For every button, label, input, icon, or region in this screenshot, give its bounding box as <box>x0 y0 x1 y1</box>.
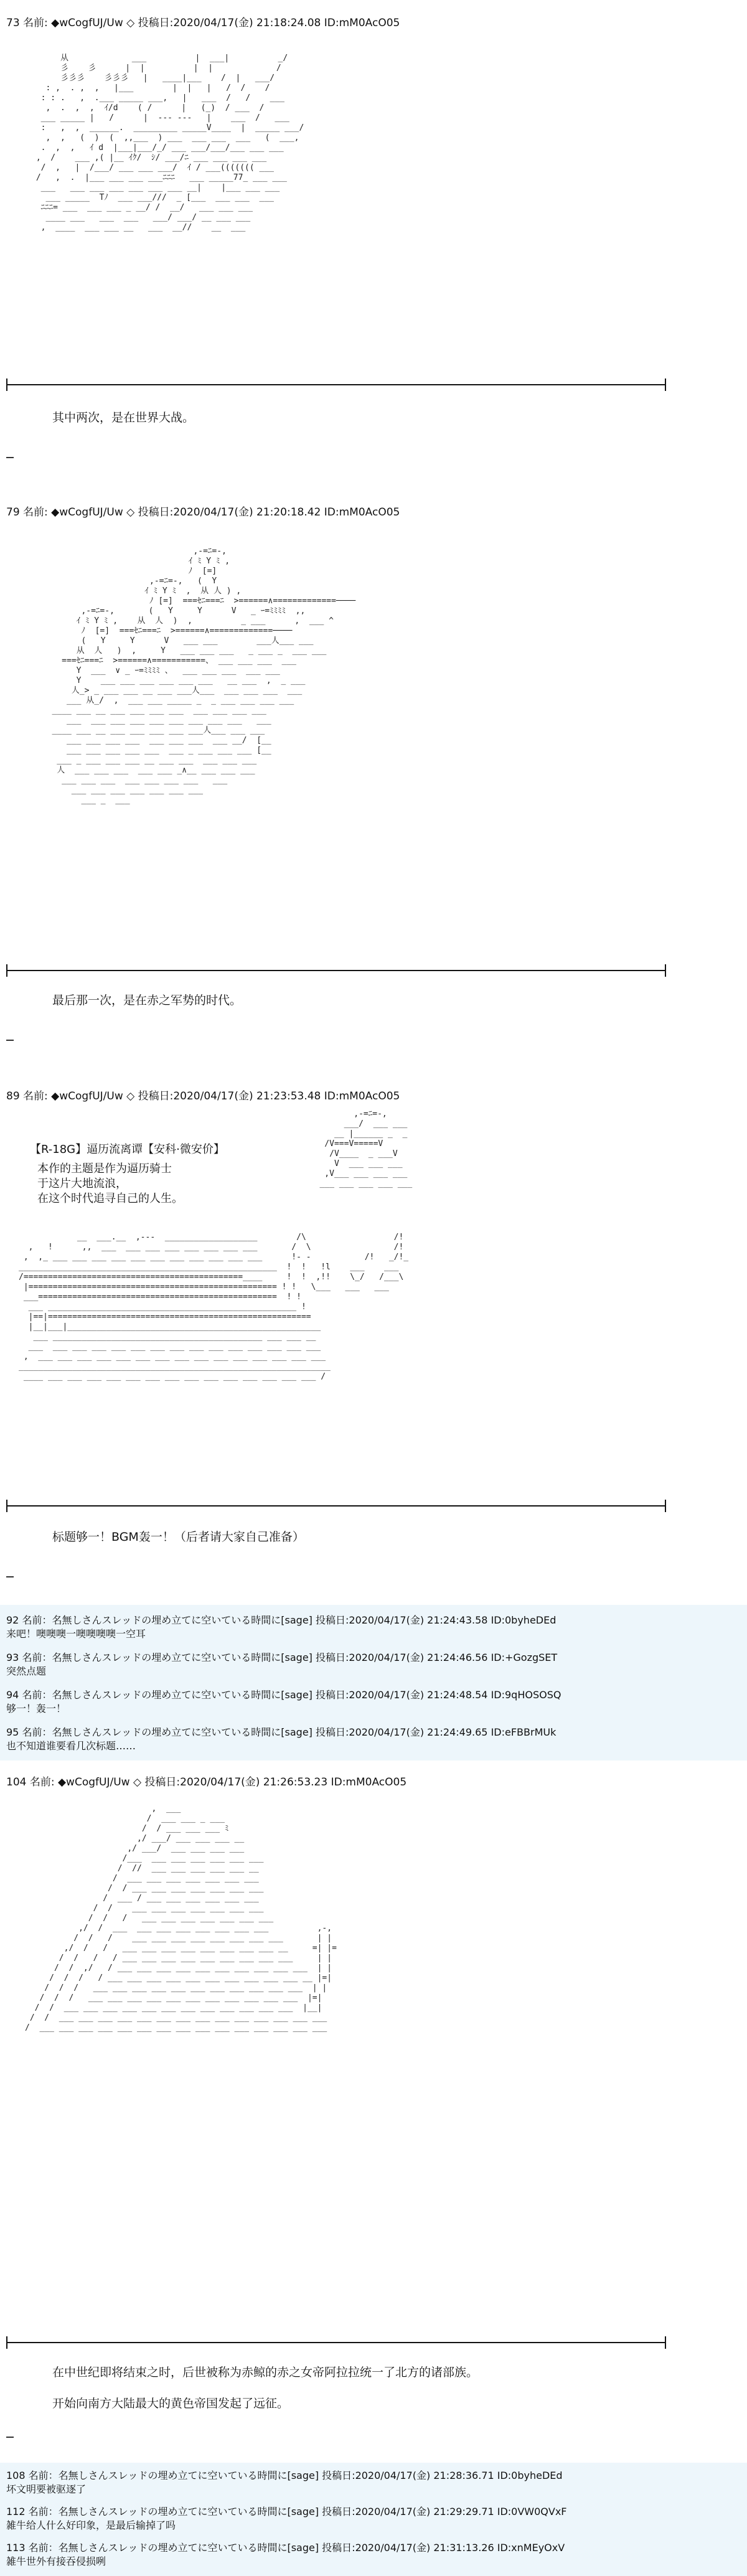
reply-header: 108 名前：名無しさんスレッドの埋め立てに空いている時間に[sage] 投稿日:2020/04/17(金) 21:28:36.71 ID:0byheDEd <box>6 2470 563 2481</box>
post-divider <box>6 970 666 971</box>
separator <box>6 1040 14 1041</box>
reply-header: 93 名前：名無しさんスレッドの埋め立てに空いている時間に[sage] 投稿日:2020/04/17(金) 21:24:46.56 ID:+GozgSET <box>6 1652 558 1663</box>
reply-body: 雑牛给人什么好印象，是最后输掉了吗 <box>6 2519 176 2531</box>
post-divider <box>6 1505 666 1507</box>
reply-body: 突然点题 <box>6 1665 47 1677</box>
separator <box>6 457 14 458</box>
reply-item <box>6 1688 561 1716</box>
post-caption: 标题够一！BGM轰一！（后者请大家自己准备） <box>52 1530 304 1544</box>
post-header: 73 名前: ◆wCogfUJ/Uw ◇ 投稿日:2020/04/17(金) 21:18:24.08 ID:mM0AcO05 <box>6 17 400 29</box>
reply-body: 也不知道谁要看几次标题…… <box>6 1740 136 1752</box>
reply-header: 95 名前：名無しさんスレッドの埋め立てに空いている時間に[sage] 投稿日:2020/04/17(金) 21:24:49.65 ID:eFBBrMUk <box>6 1726 557 1738</box>
post-caption: 最后那一次，是在赤之军势的时代。 <box>52 994 242 1007</box>
reply-block <box>0 2463 747 2576</box>
reply-body: 够一！轰一！ <box>6 1703 67 1714</box>
reply-header: 94 名前：名無しさんスレッドの埋め立てに空いている時間に[sage] 投稿日:2020/04/17(金) 21:24:48.54 ID:9qHOSOSQ <box>6 1689 561 1701</box>
ascii-art-castle: ,-=ﾆ=-, ___/ ___ ___ __ |______ _ _ /V===V=====V /V____ _ ___V V ___ ___ ___ ,V___ ___ ___ ___ ___ ___ ___ ___ ___ <box>319 1109 413 1188</box>
reply-item <box>6 1726 556 1753</box>
reply-header: 112 名前：名無しさんスレッドの埋め立てに空いている時間に[sage] 投稿日:2020/04/17(金) 21:29:29.71 ID:0VW0QVxF <box>6 2506 567 2517</box>
reply-body: 雑牛世外有接吞侵损咧 <box>6 2555 106 2567</box>
separator <box>6 2437 14 2438</box>
reply-body: 来吧！噢噢噢一噢噢噢噢一空耳 <box>6 1628 146 1640</box>
reply-body: 坏文明要被驱逐了 <box>6 2483 87 2495</box>
ascii-art-army: ,-=ﾆ=-, ｲ ﾐ Y ﾐ , ﾉ [=] ,-=ﾆ=-, ( Y ｲ ﾐ Y ﾐ , 从 人 ) , ﾉ [=] ===ｾﾆ===ﾆ >======∧=============──── ,-=ﾆ=-, ( Y Y V _ ｰ=ﾐﾐﾐﾐ ,, ｲ ﾐ Y ﾐ , 从 人 ) , _ ___ , ___ ^ ﾉ [=] ===ｾﾆ===ﾆ >======∧=============──── ( Y Y V ___ ___ ___人___ ___ 从 人 ) , Y ___ ___ ___ _ ___ _ ___ ___ ===ｾﾆ===ﾆ >======∧===========、 ___ ___ ___ ___ Y ___ ∨ _ ｰ=ﾐﾐﾐﾐ 、 ___ ___ ___ ___ ___ Y ___ ___ ___ ___ ___ ___ __ ___ , _ ___ 人_> _ ___ ___ __ ___ ___人___ ___ ___ ___ ___ ___ 从_/ , ___ ___ _____ _ _ ___ ___ ___ ___ ____ ___ __ ___ ___ ___ ___ ___ ___ ___ ___ ___ ___ ___ ___ ___ ___ ___ ___ ___ ___ ____ ___ __ ___ ___ ___ ___ ___人___ ___ ___ ___ ___ ___ ___ ___ ___ ___ ___ __/ [__ ___ ___ ___ ___ ___ ___ _ ___ ___ ___ [__ ___ _ ___ ___ ___ __ ___ ___ ___ ___ ___ 人 ___ ___ ___ ___ ___ _∧__ ___ ___ ___ ___ ___ ___ ___ ___ ___ ___ ___ ___ ___ ___ ___ ___ ___ ___ ___ _ ___ <box>52 547 356 805</box>
post-header: 79 名前: ◆wCogfUJ/Uw ◇ 投稿日:2020/04/17(金) 21:20:18.42 ID:mM0AcO05 <box>6 506 400 519</box>
ascii-art-empress: , ___ / ___ ___ _ ___ / / ___ ___ ___ ﾐ ,/ ___/ ___ ___ ___ __ ,/ ___/ ___ ___ ___ ___ /___ ___ ___ ___ ___ ___ ___ / // ___ ___ ___ ___ ___ __ / ___ ___ ___ ___ ___ ___ ___ / / ___ ___ ___ ___ ___ ___ ___ / ___ / ___ ___ ___ ___ ___ ___ / / ___ ___ ___ ___ ___ ___ ___ / / / ___ ___ ___ ___ ___ ___ ___ ,/ / ___ ___ ___ ___ ___ ___ ___ ___ ,-, / / / ___ ___ ___ ___ ___ ___ ___ ___ | | ,/ / / ___ ___ ___ ___ ___ ___ ___ ___ __ =| |= / / / / ___ ___ ___ ___ ___ ___ ___ ___ ___ | | / / ,/ / ___ ___ ___ ___ ___ ___ ___ ___ ___ ___ | | / / / / ___ ___ ___ ___ ___ ___ ___ ___ ___ ___ __ |=| / / / ___ ___ ___ ___ ___ ___ ___ ___ ___ ___ ___ | | / / / ___ ___ ___ ___ ___ ___ ___ ___ ___ ___ ___ |=| / / ___ ___ ___ ___ ___ ___ ___ ___ ___ ___ ___ ___ |__| / / ___ ___ ___ ___ ___ ___ ___ ___ ___ ___ ___ ___ ___ ___ / ___ ___ ___ ___ ___ ___ ___ ___ ___ ___ ___ ___ ___ ___ ___ <box>25 1804 337 2033</box>
reply-item <box>6 1614 556 1641</box>
post-header: 89 名前: ◆wCogfUJ/Uw ◇ 投稿日:2020/04/17(金) 21:23:53.48 ID:mM0AcO05 <box>6 1090 400 1102</box>
separator <box>6 1576 14 1577</box>
reply-header: 113 名前：名無しさんスレッドの埋め立てに空いている時間に[sage] 投稿日:2020/04/17(金) 21:31:13.26 ID:xnMEyOxV <box>6 2542 565 2554</box>
title-tag: 【R-18G】逼历流离谭【安科·微安价】 <box>30 1143 225 1156</box>
reply-item <box>6 2505 567 2532</box>
post-caption: 其中两次，是在世界大战。 <box>52 411 195 425</box>
ascii-art-scene: 从 ___ | ___| _/ 彡 彡 | | | | / 彡彡彡 彡彡彡 | ____|___ / | ___/ : , . , , |___ | | | / / / : : . , .___ _____ ___, | ___ / / ___ , . , , ｲ/d ( / | (_) / ___ / ___ _____ | / | --- --- | ___ / ___ : , , ______. _________ _____V____ | _____ ___/ , , ( ) ( ,,___ ) ___ ___ ___ ___ ( ___, . , , ｲ d |___|___/_/ ___ ___/___/___ ___ ___ , / ___ ,( |__ ｲｸ/ ｼ/ ___/ﾆ ___ ___ ___ ___ / , | /___/ ___ ___ ___/ ｲ / ___((((((( ___ / , . |___ ___ ___ ___ﾆﾆﾆ ___ _____77_ ___ ___ ___ ___ ___ ___ ___ ___ ___ __| |___ ___ ___ ___ _____ Tﾉ ___ ___/// _ [___ ___ ___ ___ ﾆﾆﾆ= ___ ___ ___ _ __/ / __/ ___ ___ ___ ____ ___ ___ ___ ___/ ___/ __ ___ ___ , ____ ___ ___ __ ___ __// __ ___ <box>35 54 304 232</box>
reply-item <box>6 2469 563 2496</box>
reply-item <box>6 2541 565 2569</box>
reply-block <box>0 1605 747 1760</box>
reply-item <box>6 1651 557 1678</box>
title-note: 本作的主题是作为逼历骑士 于这片大地流浪， 在这个时代追寻自己的人生。 <box>37 1162 183 1205</box>
post-caption: 在中世纪即将结束之时，后世被称为赤鲸的赤之女帝阿拉拉统一了北方的诸部族。 <box>52 2366 479 2379</box>
reply-header: 92 名前：名無しさんスレッドの埋め立てに空いている時間に[sage] 投稿日:2020/04/17(金) 21:24:43.58 ID:0byheDEd <box>6 1614 557 1626</box>
post-header: 104 名前: ◆wCogfUJ/Uw ◇ 投稿日:2020/04/17(金) 21:26:53.23 ID:mM0AcO05 <box>6 1776 407 1789</box>
post-divider <box>6 384 666 385</box>
ascii-art-fleet: __ ___.__ ,--- ___________________ /\ /! , ! ,, ___ ___ ___ ___ ___ ___ ___ ___ / \ /! , ,_ ___ ___ ___ ___ ___ ___ ___ ___ ___ ___ ___ !- - /! _/!_ _____________________________________________________ ! ! !l ___ ___ /=============================================____ ! ! ,!! \_/ /___\ |=================================================== ! ! \___ ___ ___ ___================================================= ! ! ___ ___________________________________________________ ! |==|====================================================== |__|___|____________________________________________________ ___ ___________________________________________ ___ ___ __ ___ ___ ___ ___ ___ ___ ___ ___ ___ ___ ___ ___ ___ ___ ___ , ___ ___ ___ ___ ___ ___ ___ ___ ___ ___ ___ ___ ___ ___ ___ ________________________________________________________________ ____ ___ ___ ___ ___ ___ ___ ___ ___ ___ ___ ___ ___ ___ ___ / <box>19 1233 409 1381</box>
post-divider <box>6 2342 666 2343</box>
post-caption: 开始向南方大陆最大的黄色帝国发起了远征。 <box>52 2397 289 2410</box>
